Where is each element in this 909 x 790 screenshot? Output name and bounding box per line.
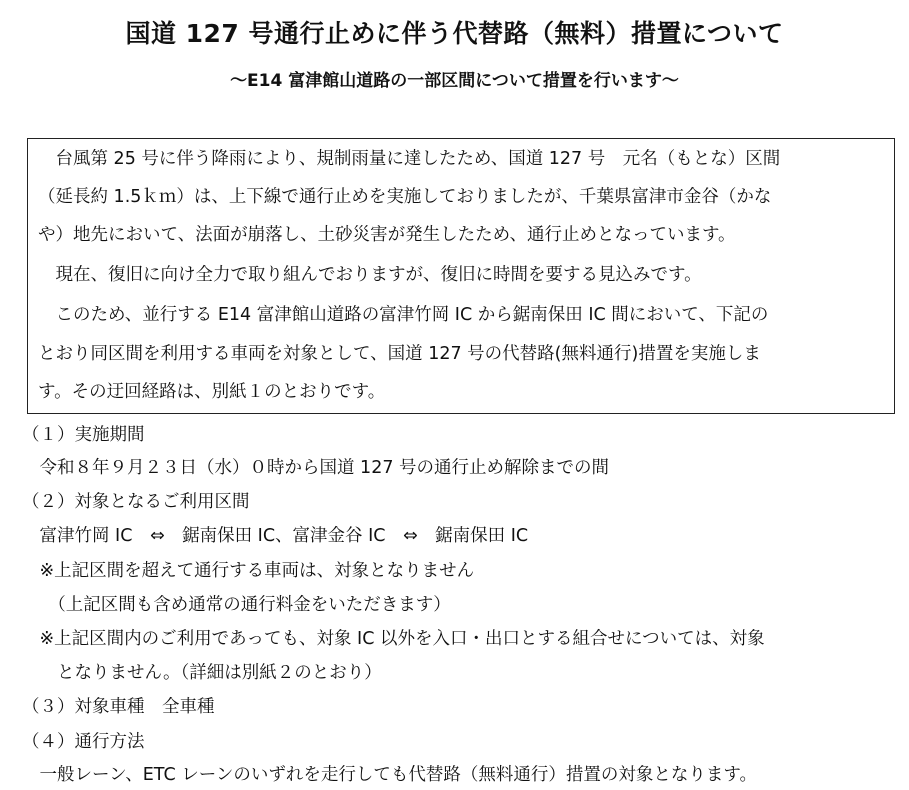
notice-line: す。その迂回経路は、別紙１のとおりです。 (38, 382, 386, 402)
section-heading-period: （１）実施期間 (22, 425, 145, 445)
section-note: ※上記区間内のご利用であっても、対象 IC 以外を入口・出口とする組合せについては、対象 (22, 629, 765, 649)
section-note: （上記区間も含め通常の通行料金をいただきます） (22, 595, 451, 615)
notice-line: このため、並行する E14 富津館山道路の富津竹岡 IC から鋸南保田 IC 間において、下記の (38, 305, 769, 325)
document-subtitle: 〜E14 富津館山道路の一部区間について措置を行います〜 (230, 71, 679, 91)
notice-line: （延長約 1.5ｋｍ）は、上下線で通行止めを実施しておりましたが、千葉県富津市金谷（かな (38, 187, 772, 207)
section-note: ※上記区間を超えて通行する車両は、対象となりません (22, 561, 475, 581)
section-note: となりません。（詳細は別紙２のとおり） (22, 663, 382, 683)
notice-box (27, 138, 895, 414)
notice-line: や）地先において、法面が崩落し、土砂災害が発生したため、通行止めとなっています。 (38, 225, 736, 245)
section-body-method: 一般レーン、ETC レーンのいずれを走行しても代替路（無料通行）措置の対象となります。 (22, 765, 758, 785)
notice-line: 台風第 25 号に伴う降雨により、規制雨量に達したため、国道 127 号 元名（もとな）区間 (38, 149, 781, 169)
section-heading-route: （２）対象となるご利用区間 (22, 492, 250, 512)
notice-line: とおり同区間を利用する車両を対象として、国道 127 号の代替路(無料通行)措置を実施しま (38, 344, 761, 364)
section-body-period: 令和８年９月２３日（水）０時から国道 127 号の通行止め解除までの間 (22, 458, 610, 478)
notice-line: 現在、復旧に向け全力で取り組んでおりますが、復旧に時間を要する見込みです。 (38, 265, 702, 285)
section-heading-method: （４）通行方法 (22, 732, 145, 752)
section-body-route: 富津竹岡 IC ⇔ 鋸南保田 IC、富津金谷 IC ⇔ 鋸南保田 IC (22, 526, 529, 546)
section-heading-vehicles: （３）対象車種 全車種 (22, 697, 215, 717)
document-title: 国道 127 号通行止めに伴う代替路（無料）措置について (125, 19, 784, 48)
